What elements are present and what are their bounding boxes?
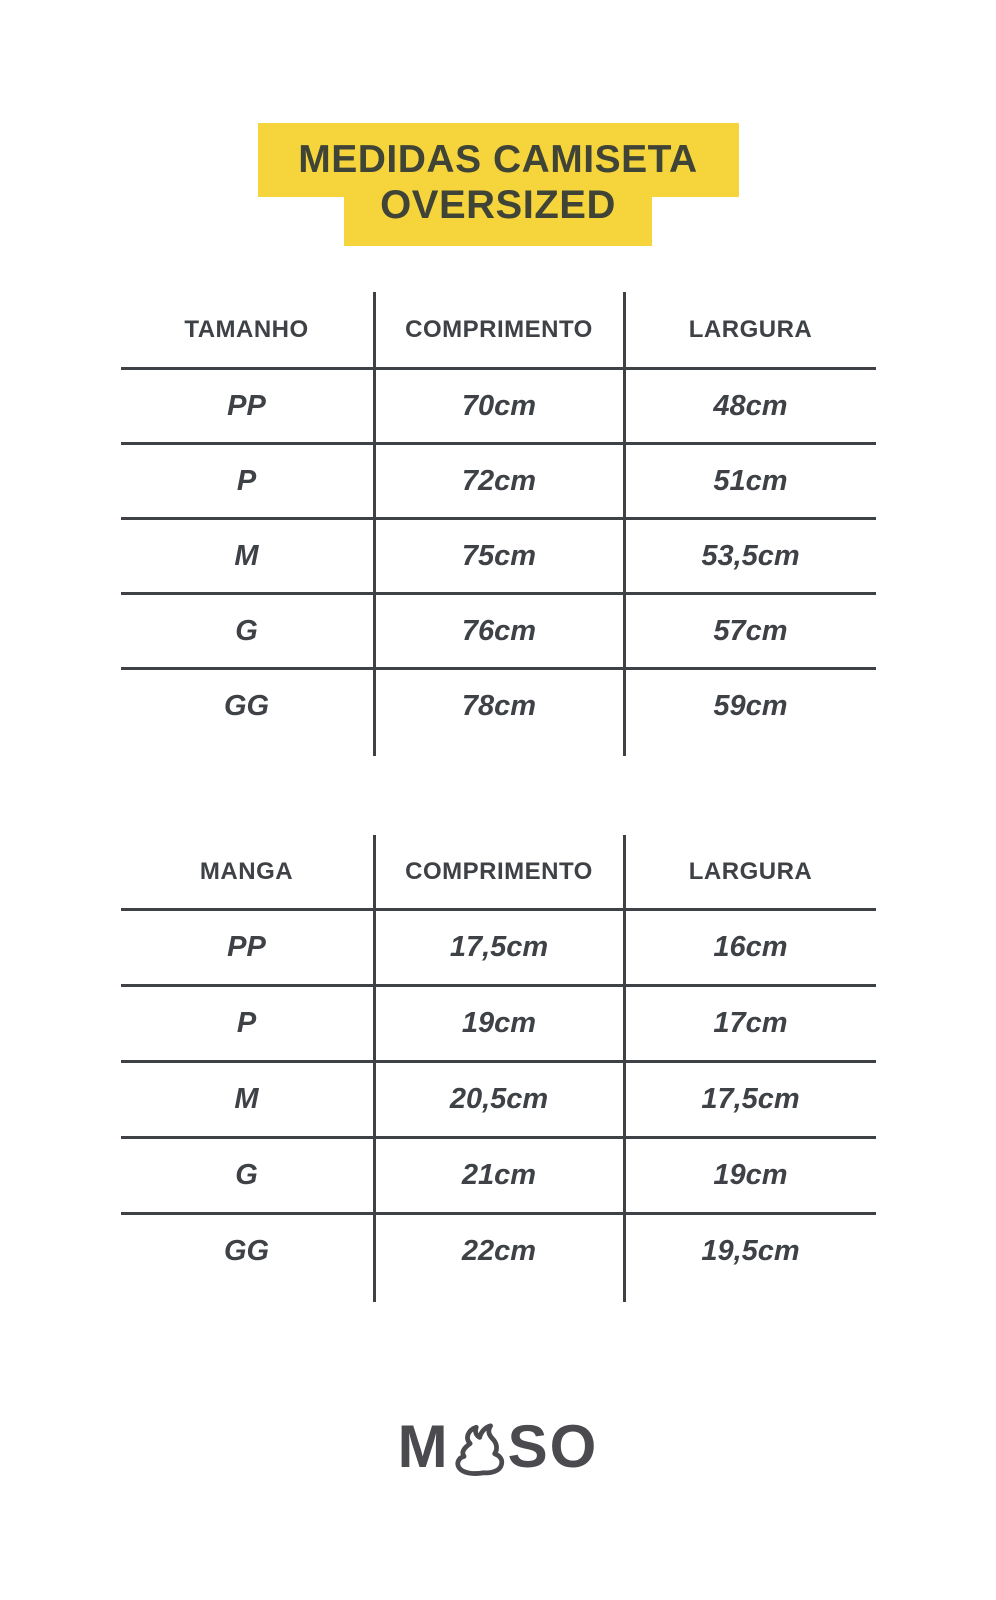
size-cell: 70cm — [373, 370, 626, 442]
size-cell: G — [235, 1159, 258, 1191]
size-cell: P — [236, 464, 257, 497]
size-cell: 20,5cm — [373, 1063, 626, 1136]
size-cell: GG — [223, 1235, 270, 1267]
size-cell: G — [235, 614, 258, 647]
size-cell: 19cm — [713, 1159, 788, 1191]
size-cell: 21cm — [373, 1139, 626, 1212]
table-row-gg — [121, 1212, 876, 1288]
table-bottom-stub — [121, 742, 876, 756]
logo-letters-so: SO — [507, 1413, 599, 1480]
size-table-camiseta — [121, 292, 876, 756]
header-cell-largura: LARGURA — [688, 857, 813, 885]
table-row-gg — [121, 667, 876, 742]
table-header-row — [121, 292, 876, 367]
header-cell-manga: MANGA — [199, 857, 294, 885]
size-cell: 48cm — [713, 389, 788, 422]
table-row-m — [121, 517, 876, 592]
table-bottom-stub — [121, 1288, 876, 1302]
header-cell-comprimento: COMPRIMENTO — [373, 835, 626, 908]
size-cell: GG — [223, 689, 270, 722]
table-row-p — [121, 984, 876, 1060]
size-table-manga — [121, 835, 876, 1302]
size-cell: M — [234, 1083, 259, 1115]
size-cell: 57cm — [713, 614, 788, 647]
table-row-pp — [121, 908, 876, 984]
title-banner — [0, 123, 996, 246]
size-cell: 59cm — [713, 689, 788, 722]
title-banner-bottom — [344, 183, 652, 246]
size-cell: 78cm — [373, 670, 626, 742]
size-cell: 19,5cm — [701, 1235, 800, 1267]
size-cell: 75cm — [373, 520, 626, 592]
table-row-g — [121, 1136, 876, 1212]
size-cell: 51cm — [713, 464, 788, 497]
logo-letter-m: M — [397, 1413, 450, 1480]
page-title-line2: OVERSIZED — [380, 183, 616, 227]
size-cell: PP — [227, 931, 266, 963]
table-header-row — [121, 835, 876, 908]
header-cell-tamanho: TAMANHO — [184, 315, 309, 343]
size-cell: 16cm — [713, 931, 788, 963]
table-row-pp — [121, 367, 876, 442]
header-cell-largura: LARGURA — [688, 315, 813, 343]
size-cell: PP — [227, 389, 266, 422]
flame-icon — [445, 1421, 513, 1481]
header-cell-comprimento: COMPRIMENTO — [373, 292, 626, 367]
size-cell: 53,5cm — [701, 539, 800, 572]
size-cell: M — [234, 539, 259, 572]
size-cell: 76cm — [373, 595, 626, 667]
size-cell: P — [236, 1007, 257, 1039]
table-row-p — [121, 442, 876, 517]
size-cell: 17cm — [713, 1007, 788, 1039]
size-cell: 17,5cm — [373, 911, 626, 984]
table-row-g — [121, 592, 876, 667]
page-title-line1: MEDIDAS CAMISETA — [298, 138, 698, 181]
size-cell: 72cm — [373, 445, 626, 517]
table-row-m — [121, 1060, 876, 1136]
size-cell: 17,5cm — [701, 1083, 800, 1115]
size-cell: 19cm — [373, 987, 626, 1060]
brand-logo — [0, 1413, 996, 1480]
size-cell: 22cm — [373, 1215, 626, 1288]
